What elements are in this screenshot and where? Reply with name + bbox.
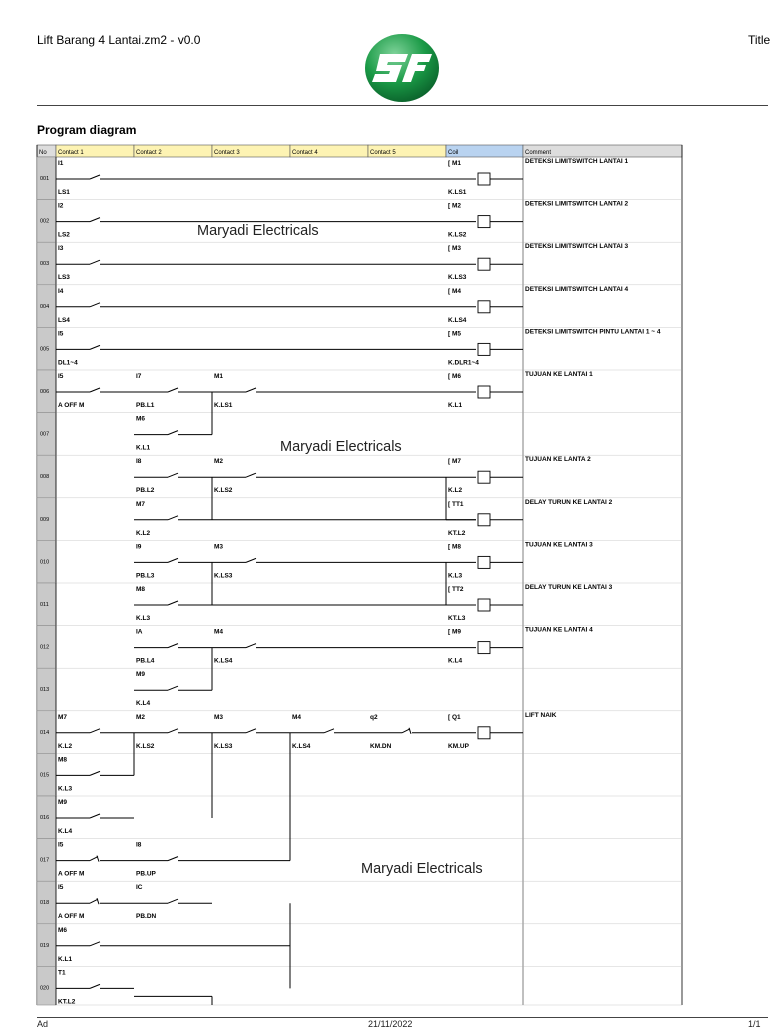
row-number: 004 <box>40 303 50 310</box>
row-comment: DETEKSI LIMITSWITCH LANTAI 1 <box>525 158 629 165</box>
contact-name: M9 <box>58 799 68 806</box>
coil-comment: K.DLR1~4 <box>448 359 479 367</box>
contact-blade <box>90 984 100 988</box>
contact-blade <box>90 942 100 946</box>
contact-blade <box>90 899 98 903</box>
row-comment: TUJUAN KE LANTA 2 <box>525 456 591 464</box>
row-comment: DETEKSI LIMITSWITCH PINTU LANTAI 1 ~ 4 <box>525 328 661 336</box>
contact-name: M9 <box>136 671 146 679</box>
contact-blade <box>168 899 178 903</box>
contact-blade <box>168 644 178 648</box>
coil-comment: KT.L3 <box>448 615 466 622</box>
row-number: 010 <box>40 559 50 566</box>
contact-name: I3 <box>58 245 64 253</box>
coil-name: [ M4 <box>448 287 461 295</box>
footer-page: 1/1 <box>748 1019 761 1029</box>
row-number: 013 <box>40 687 50 694</box>
contact-blade <box>90 814 100 818</box>
coil-comment: K.L4 <box>448 657 463 665</box>
contact-blade <box>246 473 256 477</box>
contact-blade <box>90 303 100 307</box>
row-number: 018 <box>40 900 50 907</box>
row-number: 016 <box>40 815 50 821</box>
contact-name: I5 <box>58 841 64 849</box>
row-number: 017 <box>40 857 50 864</box>
contact-comment: K.L2 <box>58 742 73 750</box>
contact-comment: K.LS1 <box>214 402 233 409</box>
contact-name: M3 <box>214 543 224 551</box>
contact-comment: KT.L2 <box>58 998 76 1006</box>
row-number: 003 <box>40 261 50 268</box>
contact-blade <box>90 218 100 222</box>
contact-comment: A OFF M <box>58 870 85 878</box>
row-number: 009 <box>40 516 50 523</box>
column-header-label: Contact 4 <box>292 150 318 156</box>
row-comment: DETEKSI LIMITSWITCH LANTAI 2 <box>525 200 629 208</box>
contact-name: I2 <box>58 202 64 210</box>
contact-comment: A OFF M <box>58 913 85 921</box>
coil-name: [ M1 <box>448 160 461 167</box>
coil-name: [ M9 <box>448 628 461 636</box>
contact-blade <box>168 601 178 605</box>
contact-name: M1 <box>214 373 224 380</box>
contact-comment: K.L3 <box>58 785 73 793</box>
contact-name: I1 <box>58 160 64 167</box>
coil-box <box>478 216 490 228</box>
contact-name: M3 <box>214 713 224 721</box>
contact-blade <box>168 857 178 861</box>
contact-comment: A OFF M <box>58 402 85 409</box>
contact-nc-bar <box>97 898 99 904</box>
section-title: Program diagram <box>37 123 137 137</box>
coil-name: [ Q1 <box>448 713 461 721</box>
coil-box <box>478 173 490 185</box>
contact-comment: K.LS4 <box>292 742 311 750</box>
contact-name: I8 <box>136 841 142 849</box>
row-number: 001 <box>40 176 50 182</box>
column-header-label: Contact 5 <box>370 150 396 156</box>
contact-blade <box>90 260 100 264</box>
watermark-text: Maryadi Electricals <box>197 223 319 239</box>
contact-name: I7 <box>136 373 142 380</box>
coil-name: [ TT1 <box>448 500 464 508</box>
contact-blade <box>168 473 178 477</box>
coil-comment: K.LS3 <box>448 274 467 282</box>
row-number: 008 <box>40 474 50 481</box>
contact-name: I5 <box>58 373 64 380</box>
contact-name: M6 <box>136 415 146 423</box>
footer-divider <box>37 1017 768 1018</box>
contact-name: I5 <box>58 330 64 338</box>
coil-comment: K.LS1 <box>448 189 467 196</box>
contact-name: I8 <box>136 458 142 466</box>
contact-blade <box>90 857 98 861</box>
column-header-label: Contact 3 <box>214 150 240 156</box>
coil-name: [ M2 <box>448 202 461 210</box>
column-header-label: Coil <box>448 150 459 156</box>
contact-name: M7 <box>58 713 68 721</box>
row-comment: TUJUAN KE LANTAI 4 <box>525 626 593 634</box>
contact-comment: PB.UP <box>136 870 156 878</box>
coil-box <box>478 514 490 526</box>
contact-name: I9 <box>136 543 142 551</box>
row-comment: DETEKSI LIMITSWITCH LANTAI 3 <box>525 243 629 251</box>
contact-name: M8 <box>58 756 68 764</box>
contact-nc-bar <box>409 728 411 734</box>
contact-comment: PB.DN <box>136 913 157 921</box>
watermark-text: Maryadi Electricals <box>361 861 483 877</box>
contact-blade <box>246 644 256 648</box>
coil-box <box>478 556 490 568</box>
contact-blade <box>168 729 178 733</box>
contact-comment: LS4 <box>58 316 70 324</box>
coil-comment: K.LS4 <box>448 316 467 324</box>
contact-name: I5 <box>58 884 64 892</box>
contact-comment: PB.L2 <box>136 487 155 495</box>
coil-box <box>478 642 490 654</box>
coil-comment: K.L1 <box>448 402 463 409</box>
column-header-label: Comment <box>525 150 552 156</box>
contact-name: M8 <box>136 586 146 593</box>
row-comment: DELAY TURUN KE LANTAI 2 <box>525 498 613 506</box>
contact-name: T1 <box>58 969 66 977</box>
contact-comment: PB.L3 <box>136 572 155 580</box>
contact-name: M2 <box>214 458 224 466</box>
contact-name: M6 <box>58 926 68 934</box>
coil-box <box>478 301 490 313</box>
column-header-label: Contact 2 <box>136 150 162 156</box>
contact-comment: K.LS3 <box>214 572 233 580</box>
coil-box <box>478 386 490 398</box>
contact-blade <box>168 431 178 435</box>
row-number: 011 <box>40 602 49 608</box>
coil-name: [ M6 <box>448 373 461 380</box>
contact-blade <box>168 516 178 520</box>
contact-comment: K.L3 <box>136 615 151 622</box>
coil-box <box>478 343 490 355</box>
contact-name: M7 <box>136 500 146 508</box>
contact-comment: K.L2 <box>136 529 151 537</box>
row-number: 019 <box>40 942 50 949</box>
contact-blade <box>168 686 178 690</box>
contact-blade <box>324 729 334 733</box>
contact-comment: KM.DN <box>370 742 392 750</box>
contact-comment: K.L4 <box>136 700 151 708</box>
coil-comment: KM.UP <box>448 742 469 750</box>
contact-blade <box>90 175 100 179</box>
contact-name: M4 <box>214 628 224 636</box>
contact-blade <box>246 388 256 392</box>
contact-comment: LS2 <box>58 231 70 239</box>
watermark-text: Maryadi Electricals <box>280 439 402 455</box>
contact-comment: K.L1 <box>58 955 73 963</box>
document-title: Lift Barang 4 Lantai.zm2 - v0.0 <box>37 33 201 47</box>
contact-comment: LS3 <box>58 274 70 282</box>
coil-name: [ M3 <box>448 245 461 253</box>
contact-comment: LS1 <box>58 189 70 196</box>
row-number: 012 <box>40 644 50 651</box>
footer-left-text: Ad <box>37 1019 49 1029</box>
contact-blade <box>90 729 100 733</box>
coil-box <box>478 258 490 270</box>
coil-name: [ M8 <box>448 543 461 551</box>
contact-comment: PB.L4 <box>136 657 155 665</box>
row-number: 006 <box>40 389 50 395</box>
contact-blade <box>246 558 256 562</box>
contact-name: M2 <box>136 713 146 721</box>
coil-comment: KT.L2 <box>448 529 466 537</box>
contact-comment: K.L4 <box>58 828 73 835</box>
row-number: 015 <box>40 772 50 779</box>
contact-blade <box>168 388 178 392</box>
contact-blade <box>90 388 100 392</box>
contact-nc-bar <box>97 856 99 862</box>
row-comment: DETEKSI LIMITSWITCH LANTAI 4 <box>525 285 629 293</box>
contact-comment: K.LS4 <box>214 657 233 665</box>
coil-box <box>478 599 490 611</box>
contact-blade <box>90 771 100 775</box>
coil-comment: K.L2 <box>448 487 463 495</box>
contact-name: I4 <box>58 287 64 295</box>
title-field-label: Title <box>748 33 770 47</box>
row-comment: TUJUAN KE LANTAI 3 <box>525 541 593 549</box>
row-comment: TUJUAN KE LANTAI 1 <box>525 371 593 378</box>
contact-comment: K.LS2 <box>136 742 155 750</box>
row-comment: LIFT NAIK <box>525 711 557 719</box>
column-header-label: No <box>39 150 47 156</box>
row-number: 014 <box>40 729 50 736</box>
contact-comment: K.LS2 <box>214 487 233 495</box>
contact-blade <box>246 729 256 733</box>
coil-comment: K.L3 <box>448 572 463 580</box>
contact-name: q2 <box>370 713 378 721</box>
contact-name: IC <box>136 884 143 892</box>
coil-name: [ TT2 <box>448 586 464 593</box>
row-comment: DELAY TURUN KE LANTAI 3 <box>525 584 613 591</box>
coil-box <box>478 727 490 739</box>
contact-blade <box>402 729 410 733</box>
row-number: 002 <box>40 218 50 225</box>
contact-comment: K.L1 <box>136 444 151 452</box>
row-number: 007 <box>40 431 50 438</box>
column-header-label: Contact 1 <box>58 150 84 156</box>
contact-name: IA <box>136 628 143 636</box>
coil-box <box>478 471 490 483</box>
contact-name: M4 <box>292 713 302 721</box>
row-number: 020 <box>40 985 50 992</box>
coil-name: [ M7 <box>448 458 461 466</box>
contact-comment: DL1~4 <box>58 359 78 367</box>
contact-comment: K.LS3 <box>214 742 233 750</box>
coil-name: [ M5 <box>448 330 461 338</box>
contact-blade <box>90 345 100 349</box>
footer-date: 21/11/2022 <box>368 1019 413 1029</box>
row-number: 005 <box>40 346 50 353</box>
contact-comment: PB.L1 <box>136 402 155 409</box>
contact-blade <box>168 558 178 562</box>
coil-comment: K.LS2 <box>448 231 467 239</box>
